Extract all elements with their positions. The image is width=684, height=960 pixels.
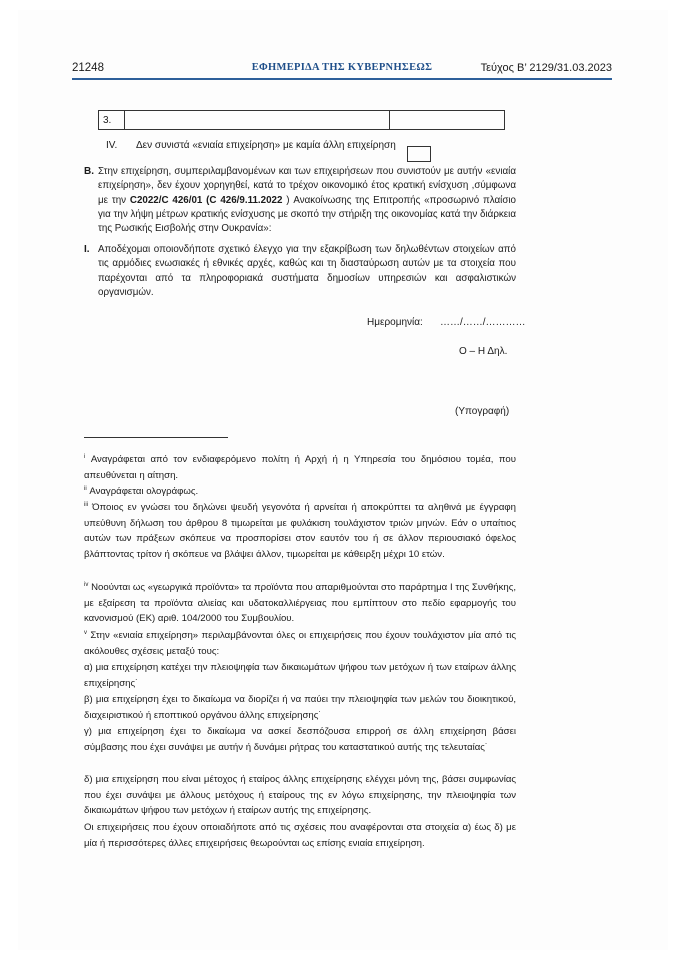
table-cell <box>125 111 390 130</box>
item-iv-text: Δεν συνιστά «ενιαία επιχείρηση» με καμία άλλη επιχείρηση <box>136 140 396 151</box>
table-cell-number: 3. <box>99 111 125 130</box>
issue-reference: Τεύχος Β’ 2129/31.03.2023 <box>480 62 612 74</box>
date-value: ……/……/………… <box>440 317 526 328</box>
footnote-i: $^i$ Αναγράφεται από τον ενδιαφερόμενο πολίτη ή Αρχή ή η Υπηρεσία του δημόσιου τομέα, που απευθύνεται η αίτηση. <box>84 453 516 481</box>
relation-summary: Οι επιχειρήσεις που έχουν οποιαδήποτε από τις σχέσεις που αναφέρονται στα στοιχεία α) έως δ) με μία ή περισσότερες άλλες επιχειρήσεις θεωρούνται ως επίσης ενιαία επιχείρηση. <box>84 822 516 849</box>
table-cell <box>390 111 505 130</box>
journal-title: ΕΦΗΜΕΡΙΔΑ ΤΗΣ ΚΥΒΕΡΝΗΣΕΩΣ <box>251 62 433 73</box>
section-b-paragraph <box>98 165 516 236</box>
footnote-iv: $^{iv}$ Νοούνται ως «γεωργικά προϊόντα» τα προϊόντα που απαριθμούνται στο παράρτημα Ι της Συνθήκης, με εξαίρεση τα προϊόντα αλιείας και υδατοκαλλιέργειας που εμπίπτουν στο πεδίο εφαρμογής του κανονισμού (ΕΚ) αριθ. 104/2000 του Συμβουλίου. <box>84 581 517 625</box>
relation-d: δ) μια επιχείρηση που είναι μέτοχος ή εταίρος άλλης επιχείρησης ελέγχει μόνη της, βάσει συμφωνίας που έχει συνάψει με άλλους μετόχους ή εταίρους της εν λόγω επιχείρησης, την πλειοψηφία των δικαιωμάτων ψήφου των μετόχων ή εταίρων αυτής της επιχείρησης. <box>84 774 516 817</box>
footnote-iii: $^{iii}$ Όποιος εν γνώσει του δηλώνει ψευδή γεγονότα ή αρνείται ή αποκρύπτει τα αληθινά με έγγραφη υπεύθυνη δήλωση του άρθρου 8 τιμωρείται με φυλάκιση τουλάχιστον τριών μηνών. Εάν ο υπαίτιος αυτών των πράξεων σκόπευε να προσπορίσει στον εαυτόν του ή σε άλλον περιουσιακό όφελος βλάπτοντας τρίτον ή σκόπευε να βλάψει άλλον, τιμωρείται με κάθειρξη μέχρι 10 ετών. <box>84 501 516 560</box>
footnote-ii: $^{ii}$ Αναγράφεται ολογράφως. <box>84 485 199 497</box>
relation-c: γ) μια επιχείρηση έχει το δικαίωμα να ασκεί δεσπόζουσα επιρροή σε άλλη επιχείρηση βάσει σύμβασης που έχει συνάψει με αυτήν ή δυνάμει ρήτρας του καταστατικού αυτής της τελευταίας˙ <box>84 726 516 753</box>
declarant-label: Ο – Η Δηλ. <box>459 346 508 357</box>
footnote-v: $^v$ Στην «ενιαία επιχείρηση» περιλαμβάνονται όλες οι επιχειρήσεις που έχουν τουλάχιστον μία από τις ακόλουθες σχέσεις μεταξύ τους: <box>84 629 516 657</box>
section-b-text-2: ) Ανακοίνωσης της Επιτροπής «προσωρινό πλαίσιο για την λήψη μέτρων κρατικής ενίσχυσης με σκοπό την στήριξη της οικονομίας κατά την διάρκεια της Ρωσικής Εισβολής στην Ουκρανία»: <box>98 194 516 235</box>
signature-label: (Υπογραφή) <box>455 406 510 417</box>
footnote-divider <box>84 437 228 438</box>
item-iv-number: IV. <box>106 140 118 151</box>
section-i-number: Ι. <box>84 244 90 255</box>
declaration-table <box>98 110 505 130</box>
date-label: Ημερομηνία: <box>367 317 423 328</box>
relation-a: α) μια επιχείρηση κατέχει την πλειοψηφία των δικαιωμάτων ψήφου των μετόχων ή των εταίρων άλλης επιχείρησης˙ <box>84 662 516 689</box>
page-header <box>72 62 612 80</box>
section-b-text-1: Στην επιχείρηση, συμπεριλαμβανομένων και των επιχειρήσεων που συνιστούν με αυτήν «ενιαία επιχείρηση», δεν έχουν χορηγηθεί, κατά το τρέχον οικονομικό έτος κρατική ενίσχυση ,σύμφωνα με την <box>98 166 516 206</box>
relation-b: β) μια επιχείρηση έχει το δικαίωμα να διορίζει ή να παύει την πλειοψηφία των μελών του διοικητικού, διαχειριστικού ή εποπτικού οργάνου άλλης επιχείρησης˙ <box>84 694 516 721</box>
section-b-reference: C2022/C 426/01 (C 426/9.11.2022 <box>129 194 283 206</box>
section-b-number: Β. <box>84 166 94 177</box>
checkbox[interactable] <box>407 146 431 162</box>
section-i-paragraph: Αποδέχομαι οποιονδήποτε σχετικό έλεγχο για την εξακρίβωση των δηλωθέντων στοιχείων από τις αρμόδιες ενωσιακές ή εθνικές αρχές, καθώς και τη διασταύρωση αυτών με τα στοιχεία που παρέχονται από τα πληροφοριακά συστήματα δημοσίων υπηρεσιών και ασφαλιστικών οργανισμών. <box>98 244 516 298</box>
table-row <box>99 111 505 130</box>
page-number: 21248 <box>72 62 104 74</box>
